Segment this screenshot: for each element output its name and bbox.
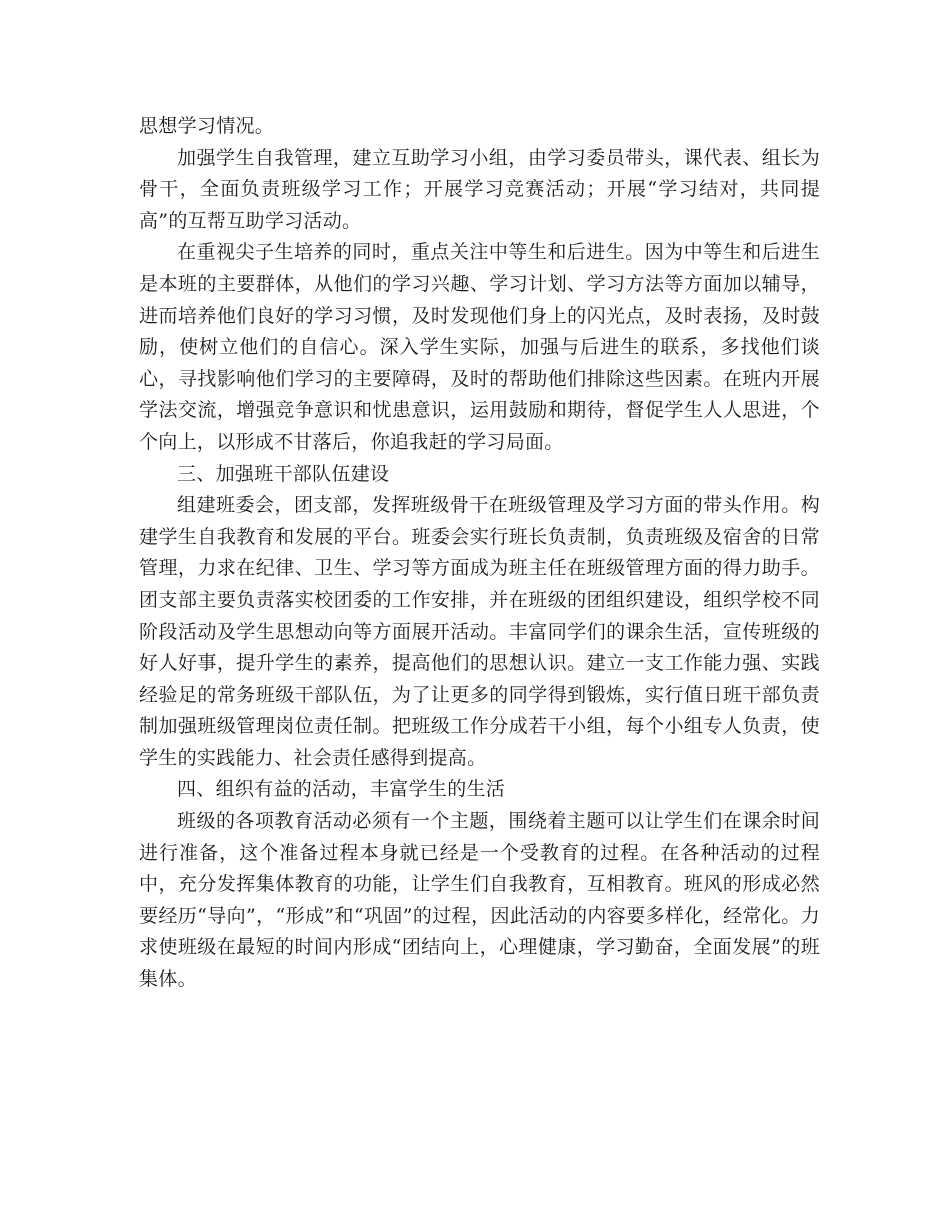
- paragraph-self-management: 加强学生自我管理，建立互助学习小组，由学习委员带头，课代表、组长为骨干，全面负责班级学习工作；开展学习竞赛活动；开展“学习结对，共同提高”的互帮互助学习活动。: [139, 146, 820, 232]
- paragraph-education-activities: 班级的各项教育活动必须有一个主题，围绕着主题可以让学生们在课余时间进行准备，这个准备过程本身就已经是一个受教育的过程。在各种活动的过程中，充分发挥集体教育的功能，让学生们自我教育，互相教育。班风的形成必然要经历“导向”，“形成”和“巩固”的过程，因此活动的内容要多样化，经常化。力求使班级在最短的时间内形成“团结向上，心理健康，学习勤奋，全面发展”的班集体。: [139, 810, 820, 991]
- document-body: [139, 111, 820, 996]
- section-heading-activities: 四、组织有益的活动，丰富学生的生活: [177, 778, 506, 801]
- paragraph-class-committee: 组建班委会，团支部，发挥班级骨干在班级管理及学习方面的带头作用。构建学生自我教育和发展的平台。班委会实行班长负责制，负责班级及宿舍的日常管理，力求在纪律、卫生、学习等方面成为班主任在班级管理方面的得力助手。团支部主要负责落实校团委的工作安排，并在班级的团组织建设，组织学校不同阶段活动及学生思想动向等方面展开活动。丰富同学们的课余生活，宣传班级的好人好事，提升学生的素养，提高他们的思想认识。建立一支工作能力强、实践经验足的常务班级干部队伍，为了让更多的同学得到锻炼，实行值日班干部负责制加强班级管理岗位责任制。把班级工作分成若干小组，每个小组专人负责，使学生的实践能力、社会责任感得到提高。: [139, 494, 820, 769]
- paragraph-middle-students: 在重视尖子生培养的同时，重点关注中等生和后进生。因为中等生和后进生是本班的主要群体，从他们的学习兴趣、学习计划、学习方法等方面加以辅导，进而培养他们良好的学习习惯，及时发现他们身上的闪光点，及时表扬，及时鼓励，使树立他们的自信心。深入学生实际，加强与后进生的联系，多找他们谈心，寻找影响他们学习的主要障碍，及时的帮助他们排除这些因素。在班内开展学法交流，增强竞争意识和忧患意识，运用鼓励和期待，督促学生人人思进，个个向上，以形成不甘落后，你追我赶的学习局面。: [139, 241, 820, 453]
- section-heading-class-cadres: 三、加强班干部队伍建设: [177, 462, 390, 485]
- paragraph-study-situation: 思想学习情况。: [139, 115, 275, 137]
